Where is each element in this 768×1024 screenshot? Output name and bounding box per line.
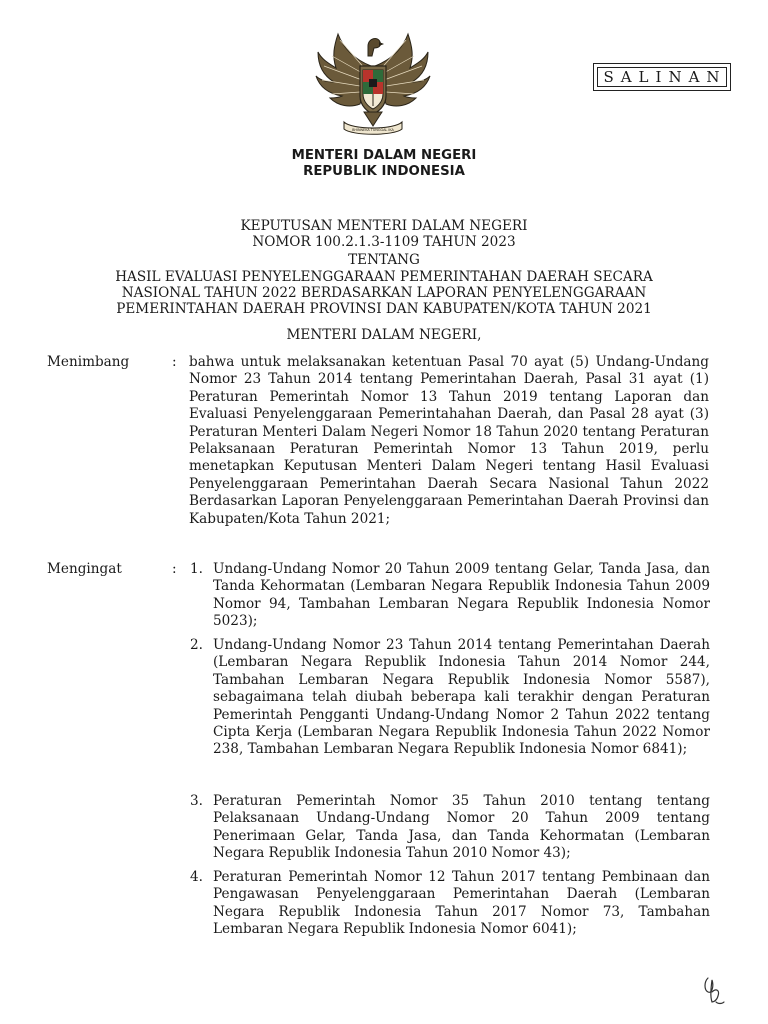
salinan-stamp-inner-border [597,67,727,87]
initial-signature-icon [698,972,728,1008]
decree-number: NOMOR 100.2.1.3-1109 TAHUN 2023 [252,234,516,250]
decree-authority: MENTERI DALAM NEGERI, [286,327,482,343]
decree-title-line-2: NASIONAL TAHUN 2022 BERDASARKAN LAPORAN PENYELENGGARAAN [121,285,647,301]
decree-title-line-1: HASIL EVALUASI PENYELENGGARAAN PEMERINTAHAN DAERAH SECARA [115,269,653,285]
mengingat-colon: : [172,561,177,577]
emblem-motto: BHINNEKA TUNGGAL IKA [352,128,394,132]
decree-title-line-3: PEMERINTAHAN DAERAH PROVINSI DAN KABUPATEN/KOTA TAHUN 2021 [116,301,652,317]
salinan-stamp [593,63,731,91]
salinan-label: SALINAN [603,68,727,86]
mengingat-item-1-number: 1. [190,561,203,577]
decree-about: TENTANG [348,252,420,268]
mengingat-item-1-text: Undang-Undang Nomor 20 Tahun 2009 tentang Gelar, Tanda Jasa, dan Tanda Kehormatan (Lembaran Negara Republik Indonesia Tahun 2009 Nomor 94, Tambahan Lembaran Negara Republik Indonesia Nomor 5023); [213,561,710,630]
issuer-line-1: MENTERI DALAM NEGERI [291,148,477,163]
mengingat-item-3-text: Peraturan Pemerintah Nomor 35 Tahun 2010 tentang tentang Pelaksanaan Undang-Undang Nomor 20 Tahun 2009 tentang Penerimaan Gelar, Tanda Jasa, dan Tanda Kehormatan (Lembaran Negara Republik Indonesia Tahun 2010 Nomor 43); [213,793,710,862]
menimbang-colon: : [172,354,177,370]
issuer-line-2: REPUBLIK INDONESIA [303,164,465,179]
mengingat-item-2-text: Undang-Undang Nomor 23 Tahun 2014 tentang Pemerintahan Daerah (Lembaran Negara Republik Indonesia Tahun 2014 Nomor 244, Tambahan Lembaran Negara Republik Indonesia Nomor 5587), sebagaimana telah diubah beberapa kali terakhir dengan Peraturan Pemerintah Pengganti Undang-Undang Nomor 2 Tahun 2022 tentang Cipta Kerja (Lembaran Negara Republik Indonesia Tahun 2022 Nomor 238, Tambahan Lembaran Negara Republik Indonesia Nomor 6841); [213,637,710,758]
menimbang-label: Menimbang [47,354,130,370]
mengingat-item-3-number: 3. [190,793,203,809]
garuda-emblem-icon [308,26,438,138]
menimbang-text: bahwa untuk melaksanakan ketentuan Pasal 70 ayat (5) Undang-Undang Nomor 23 Tahun 2014 tentang Pemerintahan Daerah, Pasal 31 ayat (1) Peraturan Pemerintah Nomor 13 Tahun 2019 tentang Laporan dan Evaluasi Penyelenggaraan Pemerintahahan Daerah, dan Pasal 28 ayat (3) Peraturan Menteri Dalam Negeri Nomor 18 Tahun 2020 tentang Peraturan Pelaksanaan Peraturan Pemerintah Nomor 13 Tahun 2019, perlu menetapkan Keputusan Menteri Dalam Negeri tentang Hasil Evaluasi Penyelenggaraan Pemerintahan Daerah Secara Nasional Tahun 2022 Berdasarkan Laporan Penyelenggaraan Pemerintahan Daerah Provinsi dan Kabupaten/Kota Tahun 2021; [189,354,709,527]
mengingat-item-4-number: 4. [190,869,203,885]
mengingat-item-4-text: Peraturan Pemerintah Nomor 12 Tahun 2017 tentang Pembinaan dan Pengawasan Penyelenggaraan Pemerintahan Daerah (Lembaran Negara Republik Indonesia Tahun 2017 Nomor 73, Tambahan Lembaran Negara Republik Indonesia Nomor 6041); [213,869,710,938]
decree-type: KEPUTUSAN MENTERI DALAM NEGERI [240,218,528,234]
mengingat-item-2-number: 2. [190,637,203,653]
mengingat-label: Mengingat [47,561,122,577]
